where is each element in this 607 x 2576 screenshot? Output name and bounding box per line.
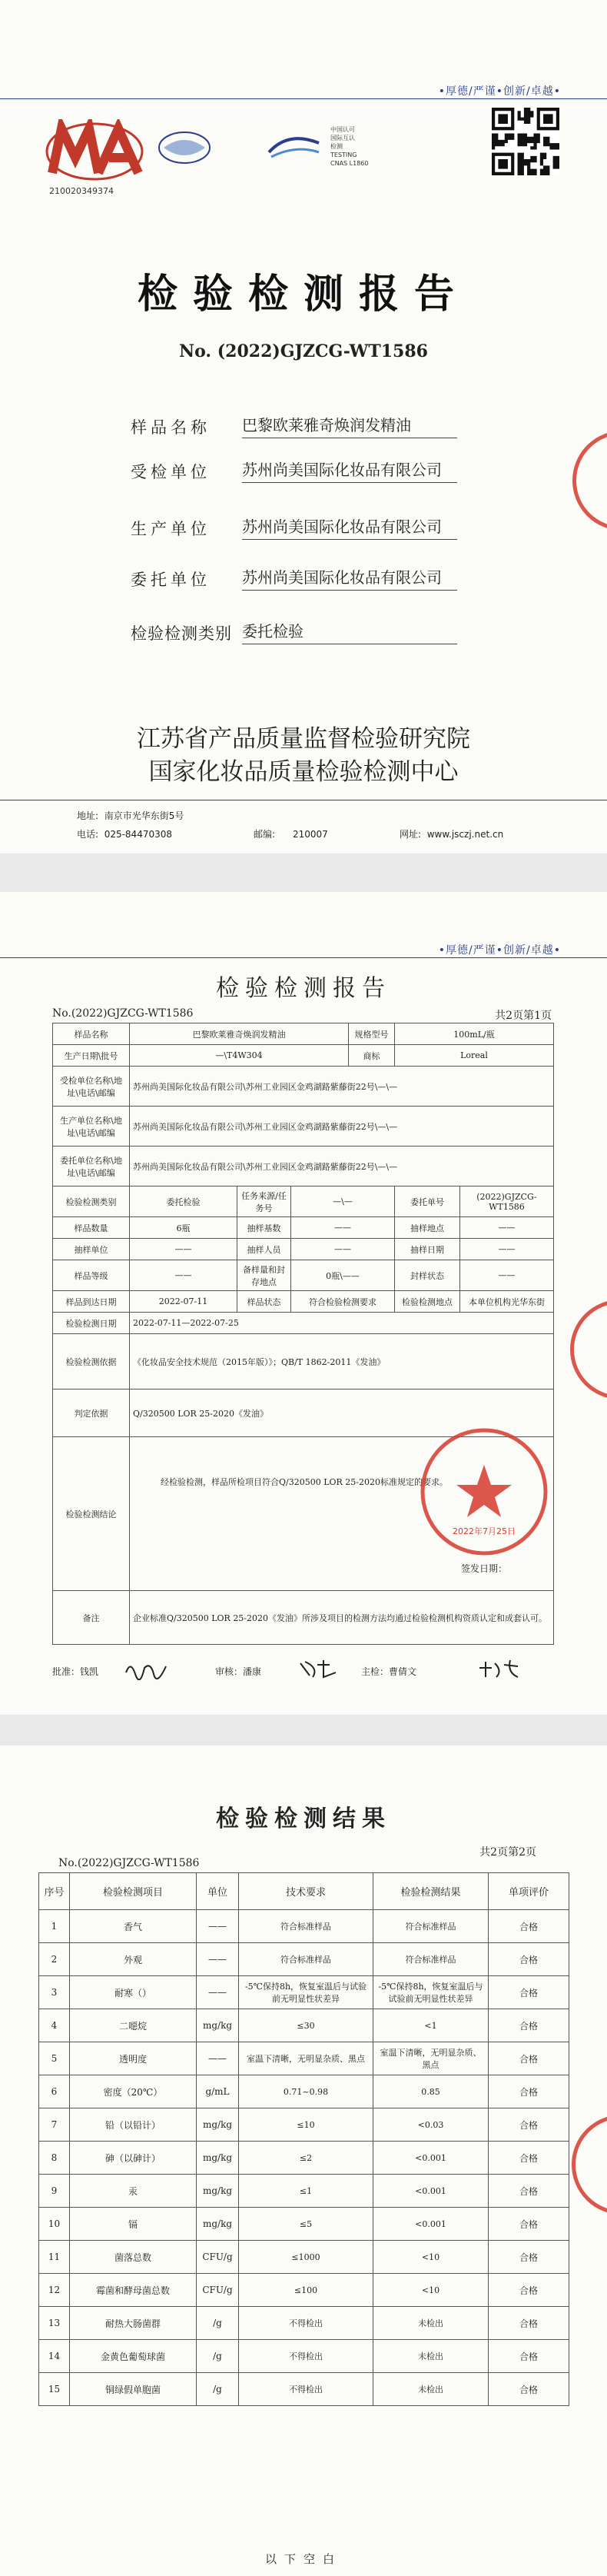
row-no: 2 [39, 1943, 70, 1976]
row-requirement: 不得检出 [239, 2373, 373, 2406]
row-requirement: 符合标准样品 [239, 1943, 373, 1976]
row-requirement: ≤30 [239, 2009, 373, 2042]
conclusion-text: 经检验检测，样品所检项目符合Q/320500 LOR 25-2020标准规定的要求。 [161, 1477, 449, 1487]
inspector-signature [476, 1657, 522, 1680]
row-requirement: 0.71~0.98 [239, 2075, 373, 2108]
field-sample-name: 样品名称 巴黎欧莱雅奇焕润发精油 [131, 415, 457, 438]
field-category: 检验检测类别 委托检验 [131, 621, 457, 644]
row-unit: g/mL [197, 2075, 239, 2108]
cma-code: 210020349374 [49, 186, 114, 196]
row-result: 未检出 [373, 2340, 489, 2373]
row-unit: CFU/g [197, 2241, 239, 2274]
svg-text:2022年7月25日: 2022年7月25日 [453, 1526, 516, 1536]
seal-edge [572, 431, 607, 531]
table-row [39, 2009, 569, 2042]
row-evaluation: 合格 [489, 2009, 569, 2042]
row-item: 铜绿假单胞菌 [70, 2373, 197, 2406]
telephone: 电话: 025-84470308 [77, 829, 172, 840]
header-no: 序号 [39, 1873, 70, 1910]
summary-table: 样品名称 巴黎欧莱雅奇焕润发精油 规格型号 100mL/瓶 生产日期\批号 —\T4W304 商标 Loreal 受检单位名称\地址\电话\邮编 苏州尚美国际化妆品有限公司\苏州工业园区金鸡湖路紫藤街22号\—\— 生产单位名称\地址\电话\邮编 苏州尚美国际化妆品有限公司\苏州工业园区金鸡湖路紫藤街22号\—\— 委托单位名称\地址\电话\邮编 苏州尚美国际化妆品有限公司\苏州工业园区金鸡湖路紫藤街22号\—\— 检验检测类别 委托检验 任务来源/任务号 —\— 委托单号 (2022)GJZCG-WT1586 样品数量 6瓶 抽样基数 —— 抽样地点 —— 抽样单位 —— 抽样人员 —— 抽样日期 —— 样品等级 —— 备样量和封存地点 0瓶\—— 封样状态 —— 样品到达日期 2022-07-11 样品状态 符合检验检测要求 检验检测地点 本单位机构光华东街 检验检测日期 2022-07-11—2022-07-25 检验检测依据 《化妆品安全技术规范（2015年版）》；QB/T 1862-2011《发油》 判定依据 Q/320500 LOR 25-2020《发油》 检验检测结论 经检验检测，样品所检项目符合Q/320500 LOR 25-2020标准规定的要求。 签发日期： 备注 企业标准Q/320500 LOR 25-2020《发油》所涉及项目的检测方法均通过检验检测机构资质认定和成套认可。 [52, 1023, 554, 1645]
row-evaluation: 合格 [489, 1910, 569, 1943]
seal-edge [570, 1300, 607, 1399]
header-result: 检验检测结果 [373, 1873, 489, 1910]
qr-code [492, 108, 559, 175]
motto: •厚德/严谨•创新/卓越• [438, 85, 561, 98]
cma-logo [45, 119, 144, 181]
row-result: <0.001 [373, 2208, 489, 2241]
page-info: 共2页第1页 [495, 1010, 552, 1022]
approver-signature [123, 1657, 169, 1680]
header-rule [0, 98, 607, 99]
field-producer: 生产单位 苏州尚美国际化妆品有限公司 [131, 517, 457, 540]
row-item: 菌落总数 [70, 2241, 197, 2274]
row-no: 1 [39, 1910, 70, 1943]
report-number: No.(2022)GJZCG-WT1586 [52, 1007, 194, 1020]
report-title: 检验检测报告 [137, 271, 469, 318]
row-no: 15 [39, 2373, 70, 2406]
row-item: 密度（20℃） [70, 2075, 197, 2108]
row-evaluation: 合格 [489, 2274, 569, 2307]
row-unit: /g [197, 2307, 239, 2340]
row-result: 室温下清晰，无明显杂质、黑点 [373, 2042, 489, 2075]
report-number: No.(2022)GJZCG-WT1586 [58, 1857, 200, 1869]
address: 地址: 南京市光华东街5号 [77, 810, 184, 821]
auditor-signature [296, 1657, 342, 1680]
row-unit: CFU/g [197, 2274, 239, 2307]
row-unit: mg/kg [197, 2108, 239, 2142]
table-row [39, 2142, 569, 2175]
table-row [39, 1976, 569, 2009]
row-evaluation: 合格 [489, 1976, 569, 2009]
row-no: 3 [39, 1976, 70, 2009]
row-unit: mg/kg [197, 2175, 239, 2208]
row-item: 二噁烷 [70, 2009, 197, 2042]
table-row [39, 2175, 569, 2208]
row-requirement: -5℃保持8h，恢复室温后与试验前无明显性状差异 [239, 1976, 373, 2009]
auditor: 审核：潘康 [215, 1666, 262, 1677]
row-item: 镉 [70, 2208, 197, 2241]
row-evaluation: 合格 [489, 2042, 569, 2075]
row-evaluation: 合格 [489, 2373, 569, 2406]
row-evaluation: 合格 [489, 2340, 569, 2373]
header-unit: 单位 [197, 1873, 239, 1910]
seal-edge [572, 2115, 607, 2215]
row-evaluation: 合格 [489, 1943, 569, 1976]
row-no: 7 [39, 2108, 70, 2142]
header-item: 检验检测项目 [70, 1873, 197, 1910]
row-unit: —— [197, 1910, 239, 1943]
page-title: 检验检测报告 [216, 975, 391, 1002]
official-stamp [419, 1426, 549, 1557]
row-unit: mg/kg [197, 2009, 239, 2042]
row-requirement: ≤100 [239, 2274, 373, 2307]
row-no: 11 [39, 2241, 70, 2274]
row-unit: /g [197, 2373, 239, 2406]
row-result: 符合标准样品 [373, 1943, 489, 1976]
table-row [39, 2373, 569, 2406]
row-item: 汞 [70, 2175, 197, 2208]
row-item: 金黄色葡萄球菌 [70, 2340, 197, 2373]
row-result: 未检出 [373, 2373, 489, 2406]
institute-name: 江苏省产品质量监督检验研究院 [137, 725, 470, 753]
table-row [39, 2108, 569, 2142]
row-requirement: ≤1 [239, 2175, 373, 2208]
row-no: 13 [39, 2307, 70, 2340]
row-unit: /g [197, 2340, 239, 2373]
row-evaluation: 合格 [489, 2108, 569, 2142]
table-row [39, 1910, 569, 1943]
row-evaluation: 合格 [489, 2142, 569, 2175]
row-item: 耐热大肠菌群 [70, 2307, 197, 2340]
table-row [39, 1943, 569, 1976]
row-result: 0.85 [373, 2075, 489, 2108]
row-no: 14 [39, 2340, 70, 2373]
row-no: 4 [39, 2009, 70, 2042]
table-row [39, 2241, 569, 2274]
row-item: 铅（以铅计） [70, 2108, 197, 2142]
row-no: 12 [39, 2274, 70, 2307]
report-number: No. (2022)GJZCG-WT1586 [179, 341, 428, 361]
row-requirement: ≤1000 [239, 2241, 373, 2274]
row-requirement: ≤5 [239, 2208, 373, 2241]
row-no: 9 [39, 2175, 70, 2208]
row-item: 耐寒（） [70, 1976, 197, 2009]
row-requirement: 不得检出 [239, 2307, 373, 2340]
row-unit: —— [197, 1943, 239, 1976]
row-evaluation: 合格 [489, 2307, 569, 2340]
row-requirement: 室温下清晰，无明显杂质、黑点 [239, 2042, 373, 2075]
row-requirement: ≤10 [239, 2108, 373, 2142]
center-name: 国家化妆品质量检验检测中心 [148, 758, 459, 786]
row-result: 未检出 [373, 2307, 489, 2340]
field-client: 委托单位 苏州尚美国际化妆品有限公司 [131, 567, 457, 591]
table-row [39, 2307, 569, 2340]
row-no: 5 [39, 2042, 70, 2075]
header-evaluation: 单项评价 [489, 1873, 569, 1910]
row-evaluation: 合格 [489, 2241, 569, 2274]
table-row [39, 2042, 569, 2075]
row-unit: mg/kg [197, 2208, 239, 2241]
page-info: 共2页第2页 [479, 1846, 536, 1859]
website: 网址: www.jsczj.net.cn [400, 829, 504, 840]
row-no: 10 [39, 2208, 70, 2241]
end-blank: 以下空白 [264, 2552, 342, 2566]
row-item: 砷（以砷计） [70, 2142, 197, 2175]
table-row [39, 2075, 569, 2108]
row-result: <1 [373, 2009, 489, 2042]
table-row [39, 2340, 569, 2373]
motto: •厚德/严谨•创新/卓越• [438, 944, 561, 957]
row-result: 符合标准样品 [373, 1910, 489, 1943]
row-result: <10 [373, 2241, 489, 2274]
table-row [39, 2208, 569, 2241]
report-summary-page [0, 892, 607, 1715]
row-result: <10 [373, 2274, 489, 2307]
row-evaluation: 合格 [489, 2075, 569, 2108]
row-requirement: 符合标准样品 [239, 1910, 373, 1943]
row-requirement: 不得检出 [239, 2340, 373, 2373]
header-requirement: 技术要求 [239, 1873, 373, 1910]
row-result: <0.001 [373, 2175, 489, 2208]
row-unit: —— [197, 1976, 239, 2009]
report-cover-page [0, 0, 607, 854]
row-evaluation: 合格 [489, 2208, 569, 2241]
row-unit: mg/kg [197, 2142, 239, 2175]
approver: 批准：钱凯 [52, 1666, 99, 1677]
row-item: 霉菌和酵母菌总数 [70, 2274, 197, 2307]
cnas-text: 中国认可 国际互认 检测 TESTING CNAS L1860 [330, 126, 369, 167]
row-unit: —— [197, 2042, 239, 2075]
row-no: 6 [39, 2075, 70, 2108]
report-results-page [0, 1746, 607, 2576]
row-no: 8 [39, 2142, 70, 2175]
row-requirement: ≤2 [239, 2142, 373, 2175]
table-row [39, 2274, 569, 2307]
ilac-mra-logo [158, 129, 211, 166]
results-table [38, 1872, 569, 2406]
row-item: 香气 [70, 1910, 197, 1943]
header-rule [0, 957, 607, 958]
row-item: 外观 [70, 1943, 197, 1976]
cnas-logo [265, 129, 323, 166]
row-item: 透明度 [70, 2042, 197, 2075]
chief-inspector: 主检：曹倩文 [361, 1666, 417, 1677]
row-result: -5℃保持8h，恢复室温后与试验前无明显性状差异 [373, 1976, 489, 2009]
field-inspected-unit: 受检单位 苏州尚美国际化妆品有限公司 [131, 460, 457, 483]
row-result: <0.03 [373, 2108, 489, 2142]
row-result: <0.001 [373, 2142, 489, 2175]
postcode: 邮编: 210007 [254, 829, 328, 840]
row-evaluation: 合格 [489, 2175, 569, 2208]
sign-date: 签发日期： [460, 1563, 507, 1574]
page-title: 检验检测结果 [216, 1806, 391, 1832]
